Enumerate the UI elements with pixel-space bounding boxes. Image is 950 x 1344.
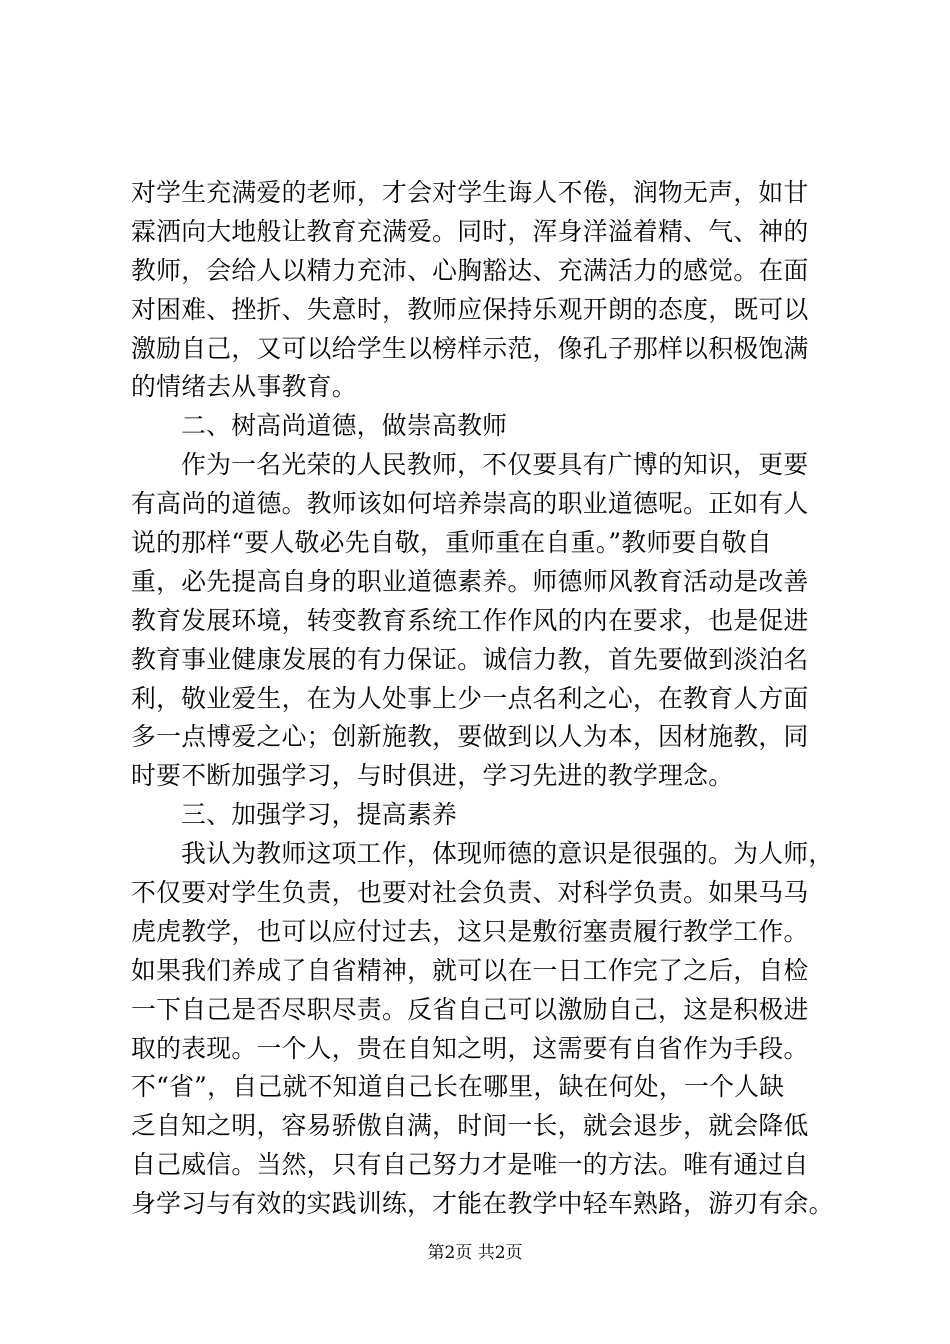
paragraph-line: 利，敬业爱生，在为人处事上少一点名利之心，在教育人方面 [131,683,809,713]
paragraph-line: 对困难、挫折、失意时，教师应保持乐观开朗的态度，既可以 [131,294,809,324]
paragraph-line: 的情绪去从事教育。 [131,372,357,402]
paragraph-line: 说的那样“要人敬必先自敬，重师重在自重。”教师要自敬自 [131,528,772,558]
paragraph-line: 如果我们养成了自省精神，就可以在一日工作完了之后，自检 [131,955,809,985]
paragraph-line: 教育发展环境，转变教育系统工作作风的内在要求，也是促进 [131,605,809,635]
paragraph-line: 一下自己是否尽职尽责。反省自己可以激励自己，这是积极进 [131,994,809,1024]
paragraph-line: 作为一名光荣的人民教师，不仅要具有广博的知识，更要 [181,450,809,480]
paragraph-line: 时要不断加强学习，与时俱进，学习先进的教学理念。 [131,761,734,791]
paragraph-line: 虎虎教学，也可以应付过去，这只是敷衍塞责履行教学工作。 [131,916,809,946]
paragraph-line: 不仅要对学生负责，也要对社会负责、对科学负责。如果马马 [131,878,809,908]
paragraph-line: 乏自知之明，容易骄傲自满，时间一长，就会退步，就会降低 [131,1111,809,1141]
paragraph-line: 多一点博爱之心；创新施教，要做到以人为本，因材施教，同 [131,722,809,752]
page-number-footer: 第2页 共2页 [427,1243,523,1263]
paragraph-line: 重，必先提高自身的职业道德素养。师德师风教育活动是改善 [131,566,809,596]
section-heading-2: 二、树高尚道德，做崇高教师 [181,411,508,441]
paragraph-line: 身学习与有效的实践训练，才能在教学中轻车熟路，游刃有余。 [131,1189,834,1219]
paragraph-line: 取的表现。一个人，贵在自知之明，这需要有自省作为手段。 [131,1033,809,1063]
paragraph-line: 激励自己，又可以给学生以榜样示范，像孔子那样以积极饱满 [131,333,809,363]
paragraph-line: 自己威信。当然，只有自己努力才是唯一的方法。唯有通过自 [131,1150,809,1180]
paragraph-line: 不“省”，自己就不知道自己长在哪里，缺在何处，一个人缺 [131,1072,785,1102]
section-heading-3: 三、加强学习，提高素养 [181,800,458,830]
paragraph-line: 教师，会给人以精力充沛、心胸豁达、充满活力的感觉。在面 [131,255,809,285]
document-body [131,174,834,1224]
paragraph-line: 对学生充满爱的老师，才会对学生诲人不倦，润物无声，如甘 [131,178,809,207]
paragraph-line: 霖洒向大地般让教育充满爱。同时，浑身洋溢着精、气、神的 [131,216,809,246]
paragraph-line: 有高尚的道德。教师该如何培养崇高的职业道德呢。正如有人 [131,489,809,519]
paragraph-line: 教育事业健康发展的有力保证。诚信力教，首先要做到淡泊名 [131,644,809,674]
paragraph-line: 我认为教师这项工作，体现师德的意识是很强的。为人师， [181,839,834,869]
